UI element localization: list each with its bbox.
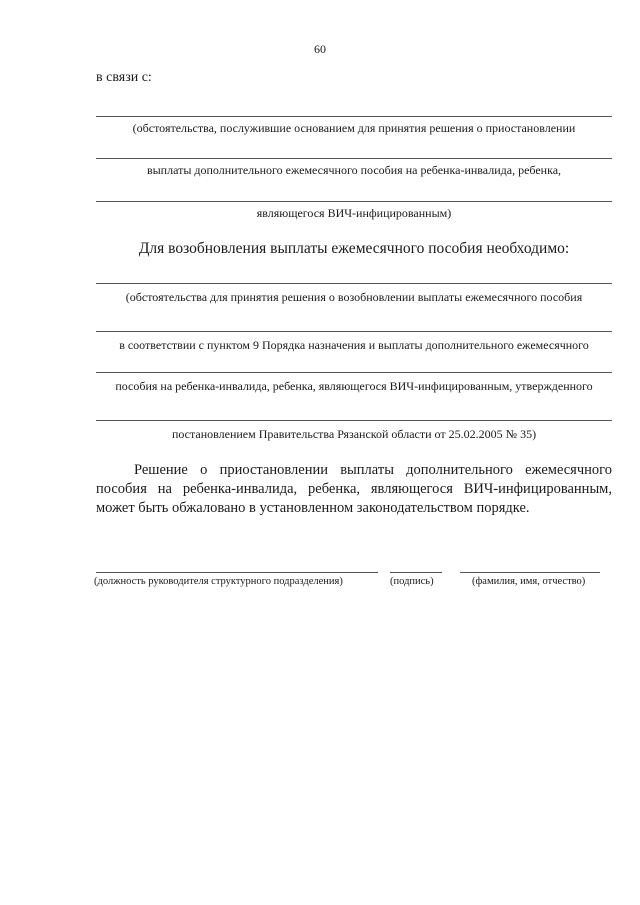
- name-caption: (фамилия, имя, отчество): [472, 576, 586, 587]
- resumption-caption-1: (обстоятельства для принятия решения о возобновлении выплаты ежемесячного пособия: [125, 290, 583, 304]
- signature-caption: (подпись): [390, 576, 434, 587]
- resumption-caption-3: пособия на ребенка-инвалида, ребенка, являющегося ВИЧ-инфицированным, утвержденного: [115, 379, 593, 393]
- blank-line: [96, 116, 612, 117]
- position-line: [96, 572, 378, 573]
- suspension-caption-1: (обстоятельства, послужившие основанием для принятия решения о приостановлении: [132, 121, 576, 135]
- position-caption: (должность руководителя структурного подразделения): [94, 576, 343, 587]
- suspension-caption-2: выплаты дополнительного ежемесячного пособия на ребенка-инвалида, ребенка,: [146, 163, 562, 177]
- page-number: 60: [314, 42, 326, 56]
- signature-line: [390, 572, 442, 573]
- intro-text: в связи с:: [96, 70, 152, 85]
- blank-line: [96, 158, 612, 159]
- name-line: [460, 572, 600, 573]
- blank-line: [96, 283, 612, 284]
- blank-line: [96, 372, 612, 373]
- resumption-heading: Для возобновления выплаты ежемесячного пособия необходимо:: [138, 240, 570, 257]
- appeal-paragraph: Решение о приостановлении выплаты дополнительного ежемесячного пособия на ребенка-инвалида, ребенка, являющегося ВИЧ-инфицированным, может быть обжаловано в установленном законодательством порядке.: [96, 462, 612, 516]
- suspension-caption-3: являющегося ВИЧ-инфицированным): [256, 206, 452, 220]
- blank-line: [96, 331, 612, 332]
- resumption-caption-4: постановлением Правительства Рязанской области от 25.02.2005 № 35): [171, 427, 537, 441]
- blank-line: [96, 420, 612, 421]
- resumption-caption-2: в соответствии с пунктом 9 Порядка назначения и выплаты дополнительного ежемесячного: [119, 338, 589, 352]
- blank-line: [96, 201, 612, 202]
